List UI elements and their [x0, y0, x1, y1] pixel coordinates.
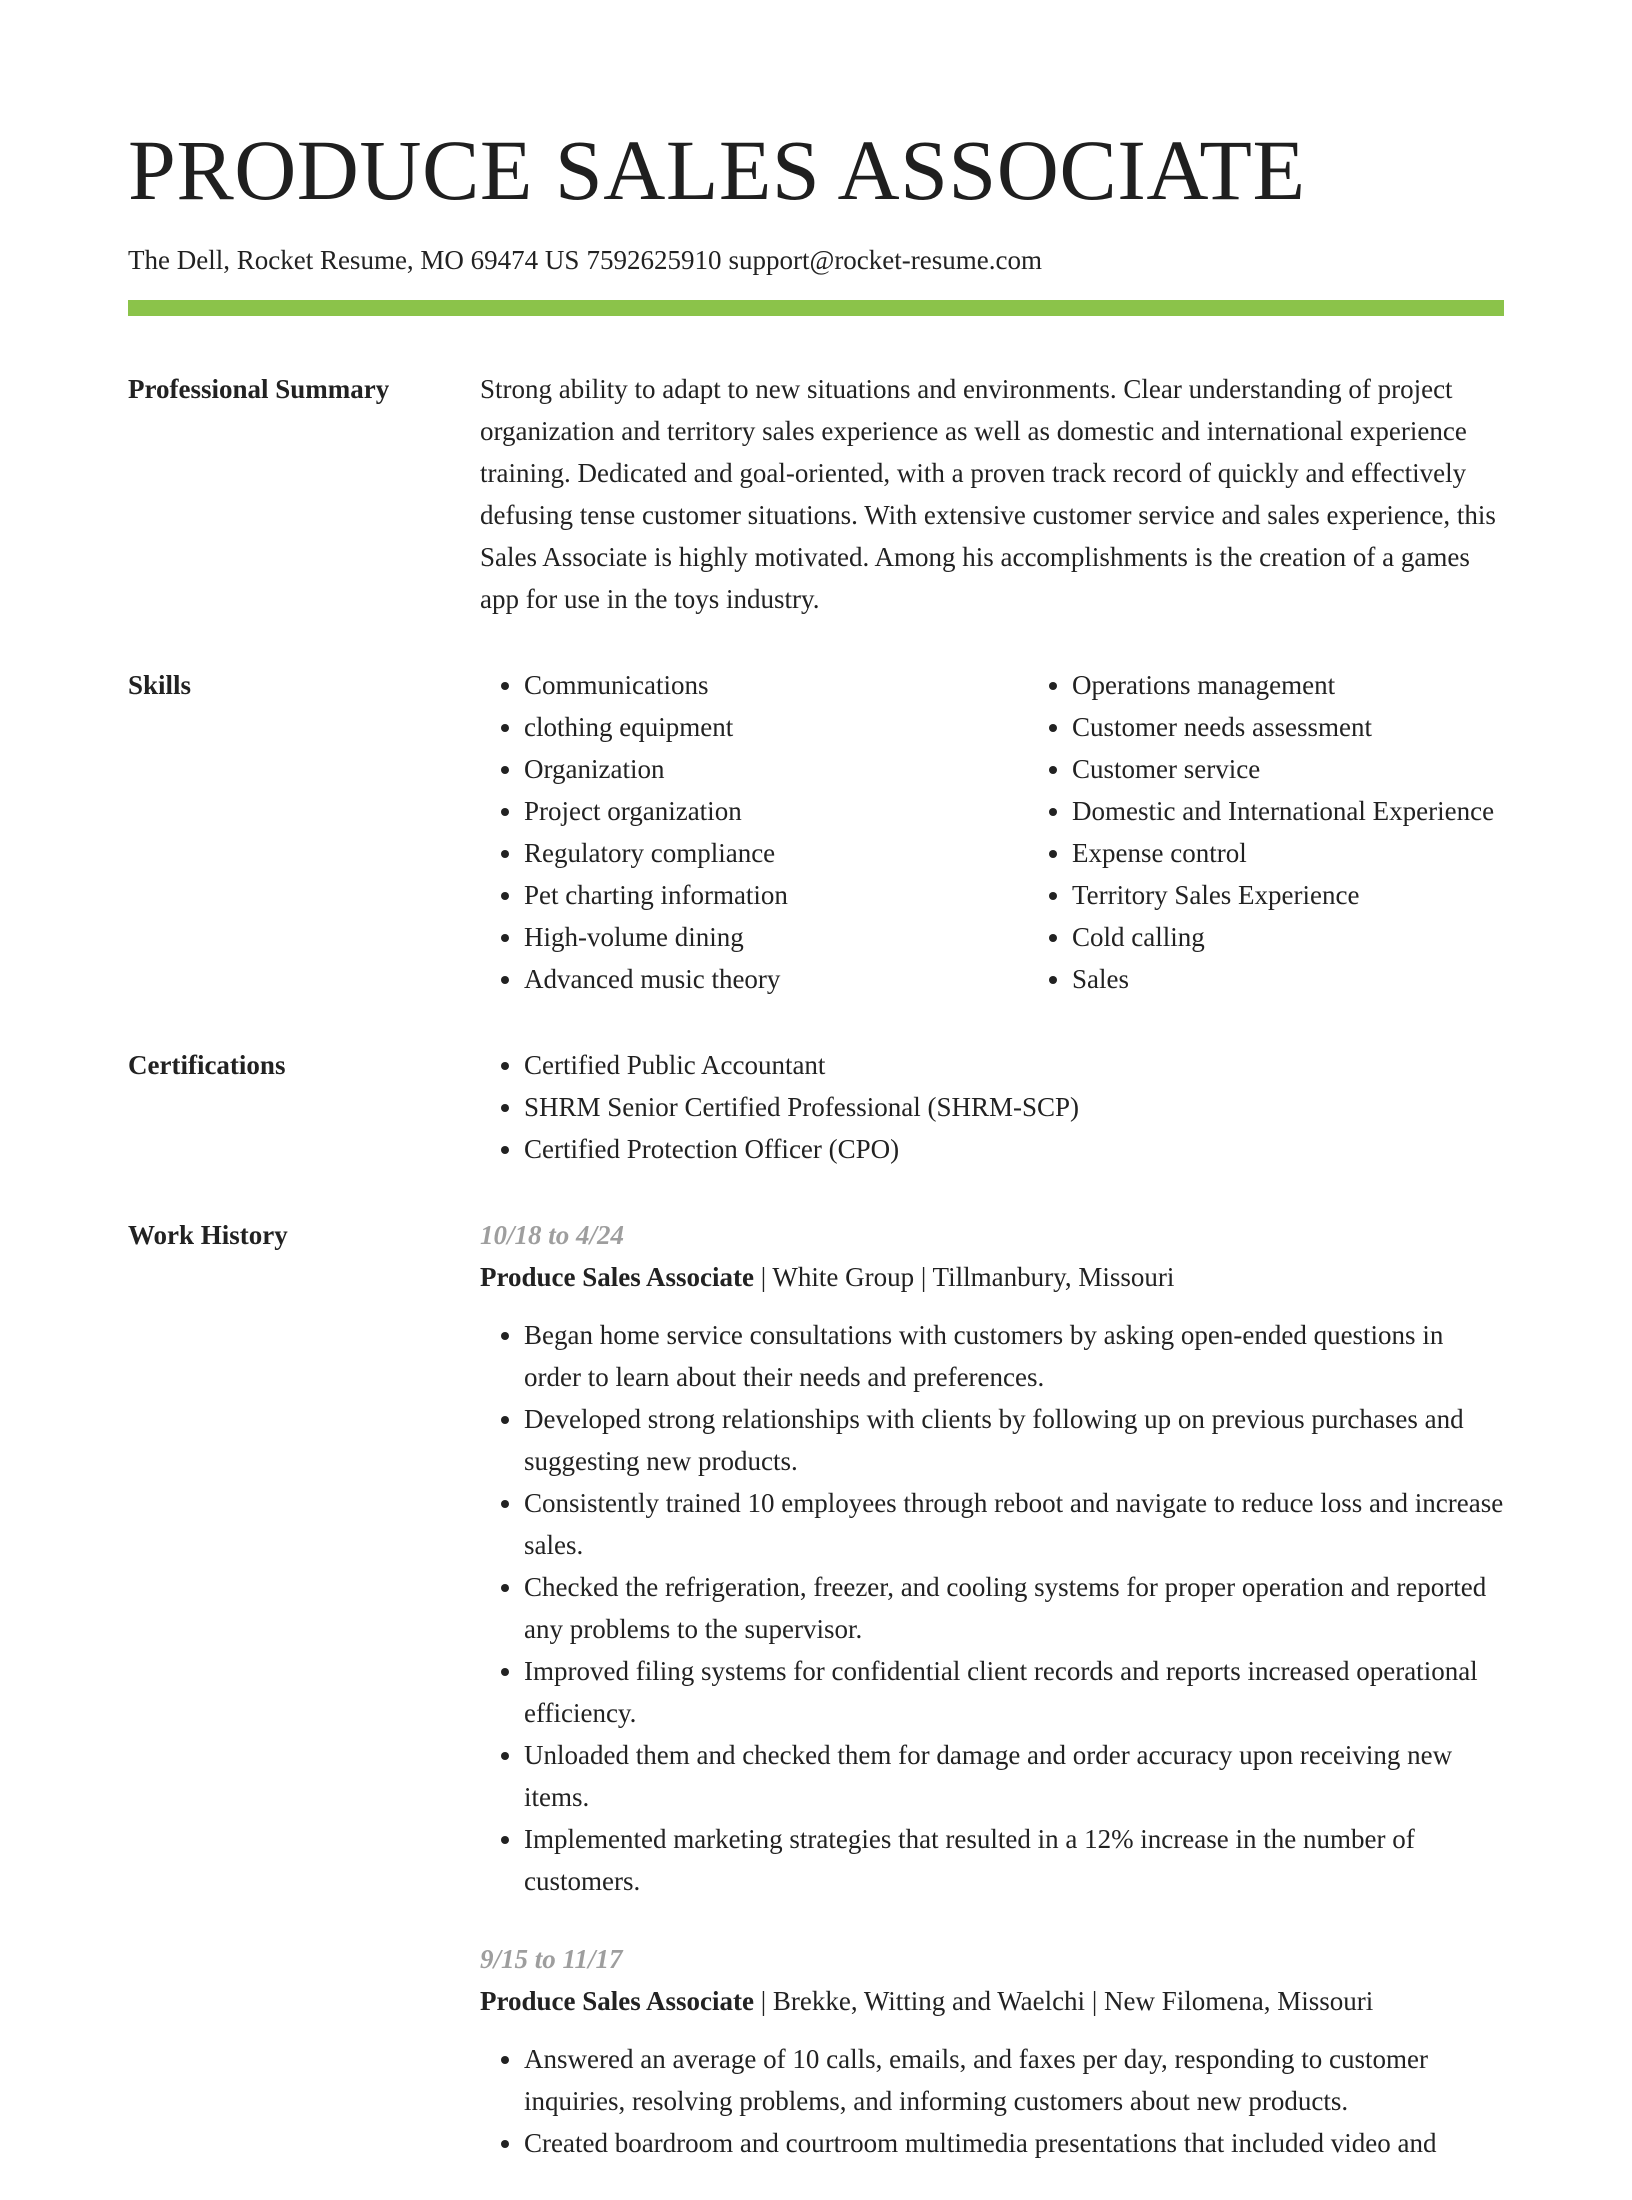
skill-item: • Customer service — [1072, 748, 1504, 790]
skills-body — [480, 664, 1504, 1000]
job-bullet: • Developed strong relationships with clients by following up on previous purchases and suggesting new products. — [524, 1398, 1504, 1482]
skills-heading: Skills — [128, 670, 192, 700]
work-history-body — [480, 1214, 1504, 2200]
job-entry — [480, 1938, 1504, 2164]
job-location: Tillmanbury, Missouri — [932, 1262, 1175, 1292]
job-bullets — [480, 2038, 1504, 2164]
skill-item: • Pet charting information — [524, 874, 1028, 916]
job-bullet: • Unloaded them and checked them for damage and order accuracy upon receiving new items. — [524, 1734, 1504, 1818]
certifications-section — [128, 1044, 1504, 1170]
skills-list-right — [1028, 664, 1504, 1000]
work-history-heading: Work History — [128, 1220, 288, 1250]
job-title: Produce Sales Associate — [480, 1262, 754, 1292]
job-bullets — [480, 1314, 1504, 1902]
job-dates: 9/15 to 11/17 — [480, 1944, 623, 1974]
contact-email: support@rocket-resume.com — [728, 245, 1042, 275]
skill-item: • Organization — [524, 748, 1028, 790]
summary-heading: Professional Summary — [128, 374, 390, 404]
skill-item: • High-volume dining — [524, 916, 1028, 958]
job-header: Produce Sales Associate | White Group | Tillmanbury, Missouri — [480, 1262, 1175, 1292]
job-company: Brekke, Witting and Waelchi — [772, 1986, 1086, 2016]
skills-section — [128, 664, 1504, 1000]
job-bullet: • Answered an average of 10 calls, emails, and faxes per day, responding to customer inquiries, resolving problems, and informing customers about new products. — [524, 2038, 1504, 2122]
header-divider — [128, 300, 1504, 316]
skill-item: • Expense control — [1072, 832, 1504, 874]
job-dates: 10/18 to 4/24 — [480, 1220, 625, 1250]
skill-item: • Operations management — [1072, 664, 1504, 706]
job-entry — [480, 1214, 1504, 1902]
job-bullet: • Consistently trained 10 employees through reboot and navigate to reduce loss and increase sales. — [524, 1482, 1504, 1566]
job-location: New Filomena, Missouri — [1103, 1986, 1374, 2016]
skill-item: • Sales — [1072, 958, 1504, 1000]
skill-item: • Advanced music theory — [524, 958, 1028, 1000]
work-history-section — [128, 1214, 1504, 2200]
job-bullet: • Improved filing systems for confidential client records and reports increased operational efficiency. — [524, 1650, 1504, 1734]
job-title: Produce Sales Associate — [480, 1986, 754, 2016]
skill-item: • Customer needs assessment — [1072, 706, 1504, 748]
skill-item: • Regulatory compliance — [524, 832, 1028, 874]
contact-line — [128, 242, 1504, 278]
skill-item: • Territory Sales Experience — [1072, 874, 1504, 916]
summary-section — [128, 368, 1504, 620]
certifications-list — [480, 1044, 1504, 1170]
skill-item: • Cold calling — [1072, 916, 1504, 958]
summary-text: Strong ability to adapt to new situations and environments. Clear understanding of project organization and territory sales experience as well as domestic and international experience training. Dedicated and goal-oriented, with a proven track record of quickly and effectively defusing tense customer situations. With extensive customer service and sales experience, this Sales Associate is highly motivated. Among his accomplishments is the creation of a games app for use in the toys industry. — [480, 374, 1496, 614]
skills-list-left — [480, 664, 1028, 1000]
skill-item: • Domestic and International Experience — [1072, 790, 1504, 832]
resume-page — [128, 0, 1504, 2200]
certification-item: • SHRM Senior Certified Professional (SHRM-SCP) — [524, 1086, 1504, 1128]
contact-phone: 7592625910 — [586, 245, 722, 275]
job-company: White Group — [772, 1262, 915, 1292]
job-bullet: • Checked the refrigeration, freezer, and cooling systems for proper operation and reported any problems to the supervisor. — [524, 1566, 1504, 1650]
job-bullet: • Began home service consultations with customers by asking open-ended questions in order to learn about their needs and preferences. — [524, 1314, 1504, 1398]
skill-item: • clothing equipment — [524, 706, 1028, 748]
job-bullet: • Implemented marketing strategies that resulted in a 12% increase in the number of customers. — [524, 1818, 1504, 1902]
skill-item: • Communications — [524, 664, 1028, 706]
job-header: Produce Sales Associate | Brekke, Witting and Waelchi | New Filomena, Missouri — [480, 1986, 1374, 2016]
certifications-body — [480, 1044, 1504, 1170]
summary-body — [480, 368, 1504, 620]
skill-item: • Project organization — [524, 790, 1028, 832]
certification-item: • Certified Protection Officer (CPO) — [524, 1128, 1504, 1170]
certifications-heading: Certifications — [128, 1050, 286, 1080]
resume-name: PRODUCE SALES ASSOCIATE — [128, 122, 1306, 218]
job-bullet: • Created boardroom and courtroom multimedia presentations that included video and — [524, 2122, 1504, 2164]
contact-address: The Dell, Rocket Resume, MO 69474 US — [128, 245, 580, 275]
certification-item: • Certified Public Accountant — [524, 1044, 1504, 1086]
